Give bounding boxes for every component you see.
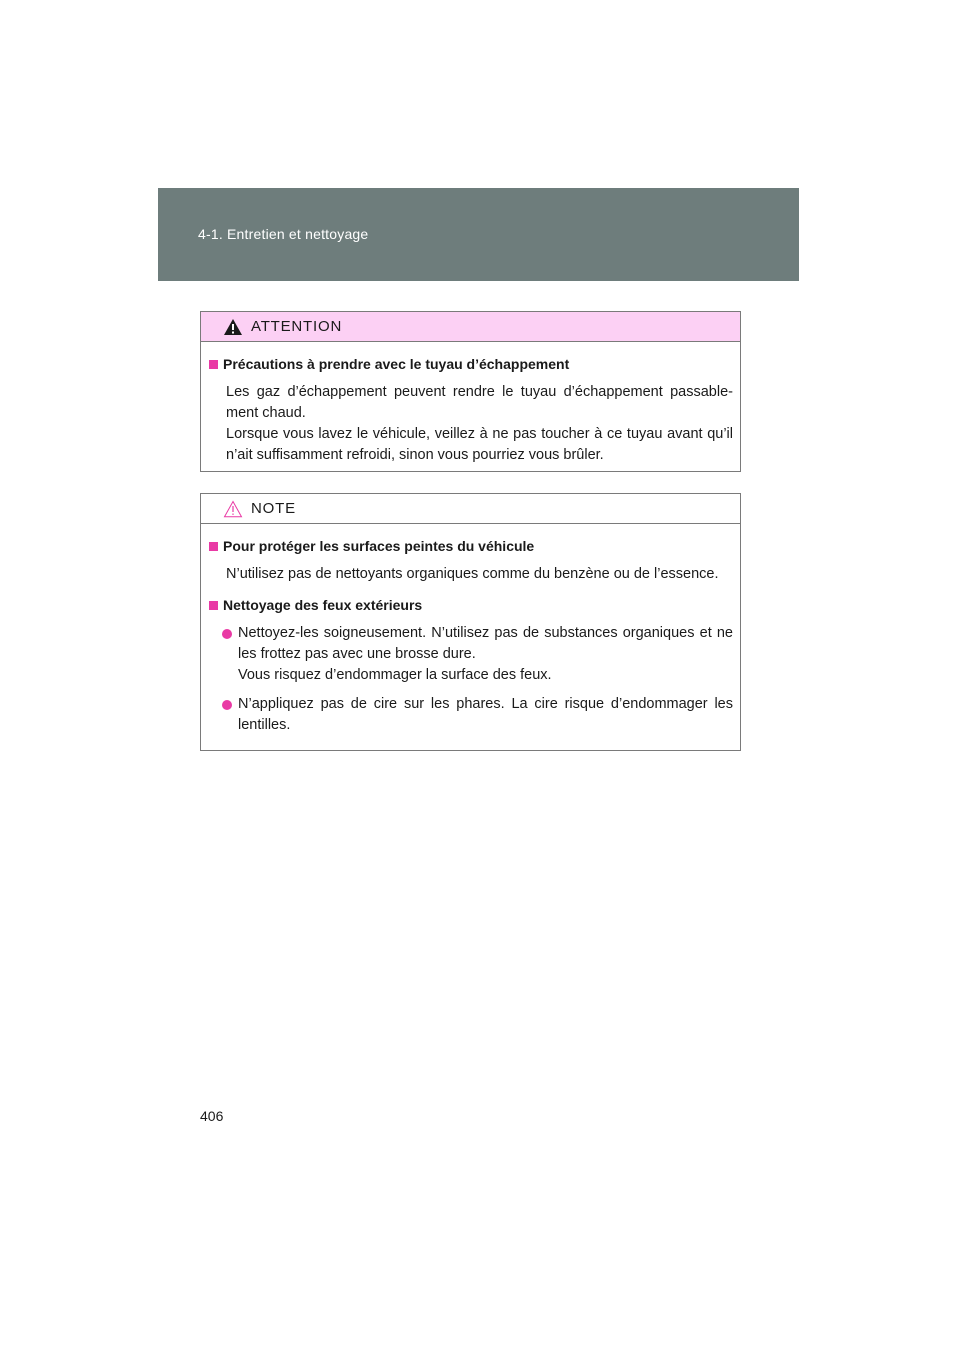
list-item bbox=[209, 623, 733, 686]
section-heading bbox=[209, 595, 733, 615]
square-bullet-icon bbox=[209, 601, 218, 610]
warning-outline-icon bbox=[223, 500, 243, 518]
chapter-title: 4-1. Entretien et nettoyage bbox=[198, 226, 369, 242]
note-header bbox=[201, 494, 740, 524]
note-body bbox=[201, 524, 740, 736]
page-number: 406 bbox=[200, 1108, 224, 1124]
square-bullet-icon bbox=[209, 360, 218, 369]
square-bullet-icon bbox=[209, 542, 218, 551]
list-item bbox=[209, 694, 733, 736]
attention-body bbox=[201, 342, 740, 466]
attention-title: ATTENTION bbox=[251, 318, 343, 335]
list-item-text: Nettoyez-les soigneusement. N’utilisez pas de substances organiques et ne les frottez pas avec une brosse dure. bbox=[238, 625, 733, 662]
section-heading-text: Précautions à prendre avec le tuyau d’échappement bbox=[223, 356, 570, 372]
list-item-text: Vous risquez d’endommager la surface des feux. bbox=[238, 667, 552, 683]
section-heading bbox=[209, 536, 733, 556]
circle-bullet-icon bbox=[222, 700, 232, 710]
chapter-header bbox=[158, 188, 799, 281]
attention-header bbox=[201, 312, 740, 342]
note-box bbox=[200, 493, 741, 751]
section-heading-text: Pour protéger les surfaces peintes du véhicule bbox=[223, 538, 535, 554]
list-item-text: N’appliquez pas de cire sur les phares. La cire risque d’endommager les lentilles. bbox=[238, 696, 733, 733]
paragraph: N’utilisez pas de nettoyants organiques comme du benzène ou de l’essence. bbox=[226, 566, 719, 582]
paragraph: Les gaz d’échappement peuvent rendre le tuyau d’échappement passable-ment chaud. bbox=[226, 384, 733, 421]
section-heading-text: Nettoyage des feux extérieurs bbox=[223, 597, 423, 613]
section-heading bbox=[209, 354, 733, 374]
note-title: NOTE bbox=[251, 500, 296, 517]
circle-bullet-icon bbox=[222, 629, 232, 639]
warning-filled-icon bbox=[223, 318, 243, 336]
attention-box bbox=[200, 311, 741, 472]
paragraph: Lorsque vous lavez le véhicule, veillez à ne pas toucher à ce tuyau avant qu’il n’ait suffisamment refroidi, sinon vous pourriez vous brûler. bbox=[226, 426, 733, 463]
